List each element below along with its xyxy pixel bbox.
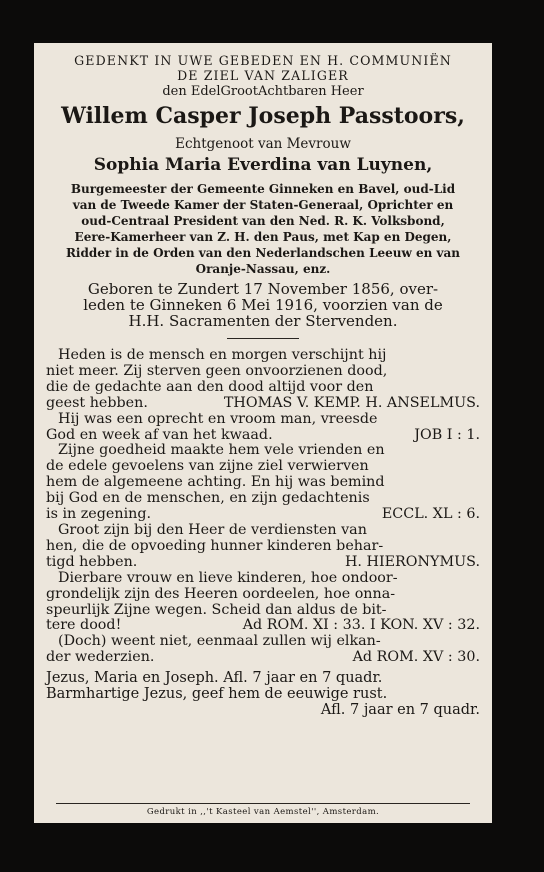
- quote-text: Groot zijn bij den Heer de verdiensten van: [58, 521, 367, 538]
- quote-source: JOB I : 1.: [414, 426, 480, 443]
- quote-line: [46, 412, 480, 428]
- quote-text: grondelijk zijn des Heeren oordeelen, hoe onna-: [46, 585, 396, 602]
- quote-text: tere dood!: [46, 617, 122, 634]
- quote-line: [46, 491, 480, 507]
- quote-source: Ad ROM. XI : 33. I KON. XV : 32.: [242, 617, 480, 634]
- quote-text: speurlijk Zijne wegen. Scheid dan aldus de bit-: [46, 601, 387, 618]
- spouse-label: Echtgenoot van Mevrouw: [175, 136, 351, 152]
- quote-source: ECCL. XL : 6.: [381, 506, 480, 523]
- prayer-line: Jezus, Maria en Joseph. Afl. 7 jaar en 7 quadr.: [46, 670, 383, 687]
- prayer-line: Afl. 7 jaar en 7 quadr.: [320, 702, 480, 719]
- quote-text: is in zegening.: [46, 506, 152, 523]
- quote-line: [46, 443, 480, 459]
- title-line: oud-Centraal President van den Ned. R. K. Volksbond,: [81, 214, 445, 228]
- bio-line: H.H. Sacramenten der Stervenden.: [128, 312, 398, 330]
- quote-text: bij God en de menschen, en zijn gedachtenis: [46, 490, 370, 507]
- quote-text: tigd hebben.: [46, 553, 138, 570]
- quote-text: Dierbare vrouw en lieve kinderen, hoe ondoor-: [58, 569, 398, 586]
- title-line: van de Tweede Kamer der Staten-Generaal, Oprichter en: [72, 198, 454, 212]
- prayers-block: [46, 670, 480, 718]
- quote-source: Ad ROM. XV : 30.: [352, 649, 480, 666]
- quote-line: [46, 475, 480, 491]
- title-line: Oranje-Nassau, enz.: [195, 262, 331, 276]
- quote-line: [46, 555, 480, 571]
- quote-line: [46, 634, 480, 650]
- title-line: Burgemeester der Gemeente Ginneken en Bavel, oud-Lid: [70, 182, 456, 196]
- quote-line: [46, 523, 480, 539]
- quote-line: [46, 603, 480, 619]
- bio-line: leden te Ginneken 6 Mei 1916, voorzien van de: [83, 296, 443, 314]
- header-line-1: GEDENKT IN UWE GEBEDEN EN H. COMMUNIËN: [74, 53, 452, 68]
- quote-line: [46, 364, 480, 380]
- bio-line: Geboren te Zundert 17 November 1856, over-: [87, 280, 439, 298]
- quote-text: (Doch) weent niet, eenmaal zullen wij elkan-: [58, 633, 381, 650]
- quote-line: [46, 348, 480, 364]
- header-line-2: DE ZIEL VAN ZALIGER: [177, 68, 349, 83]
- quote-text: God en week af van het kwaad.: [46, 426, 273, 443]
- quote-line: [46, 507, 480, 523]
- quote-text: Zijne goedheid maakte hem vele vrienden en: [58, 442, 385, 459]
- quote-line: [46, 428, 480, 444]
- bio-block: [46, 281, 480, 329]
- quote-line: [46, 650, 480, 666]
- quotes-block: [46, 348, 480, 666]
- memorial-card: [34, 43, 492, 823]
- quote-source: THOMAS V. KEMP. H. ANSELMUS.: [223, 394, 480, 411]
- quote-text: hem de algemeene achting. En hij was bemind: [46, 474, 385, 491]
- quote-line: [46, 380, 480, 396]
- spouse-name: Sophia Maria Everdina van Luynen,: [93, 155, 433, 175]
- quote-line: [46, 571, 480, 587]
- title-line: Eere-Kamerheer van Z. H. den Paus, met Kap en Degen,: [74, 230, 452, 244]
- quote-line: [46, 539, 480, 555]
- quote-line: [46, 396, 480, 412]
- quote-line: [46, 587, 480, 603]
- quote-text: der wederzien.: [46, 649, 155, 666]
- title-line: Ridder in de Orden van den Nederlandschen Leeuw en van: [65, 246, 461, 260]
- quote-text: Heden is de mensch en morgen verschijnt hij: [58, 347, 387, 363]
- quote-text: de edele gevoelens van zijne ziel verwierven: [46, 458, 369, 475]
- titles-block: [46, 181, 480, 277]
- divider: [227, 338, 299, 339]
- quote-source: H. HIERONYMUS.: [344, 553, 480, 570]
- quote-line: [46, 459, 480, 475]
- quote-line: [46, 618, 480, 634]
- quote-text: hen, die de opvoeding hunner kinderen behar-: [46, 537, 384, 554]
- deceased-name: Willem Casper Joseph Passtoors,: [61, 103, 465, 129]
- prayer-line: Barmhartige Jezus, geef hem de eeuwige rust.: [46, 686, 388, 703]
- printer-imprint: Gedrukt in ,,'t Kasteel van Aemstel'', Amsterdam.: [56, 803, 470, 817]
- header-line-3: den EdelGrootAchtbaren Heer: [162, 84, 364, 99]
- quote-text: geest hebben.: [46, 394, 148, 411]
- quote-text: niet meer. Zij sterven geen onvoorzienen dood,: [46, 362, 388, 379]
- quote-text: die de gedachte aan den dood altijd voor den: [46, 378, 374, 395]
- quote-text: Hij was een oprecht en vroom man, vreesde: [58, 410, 378, 427]
